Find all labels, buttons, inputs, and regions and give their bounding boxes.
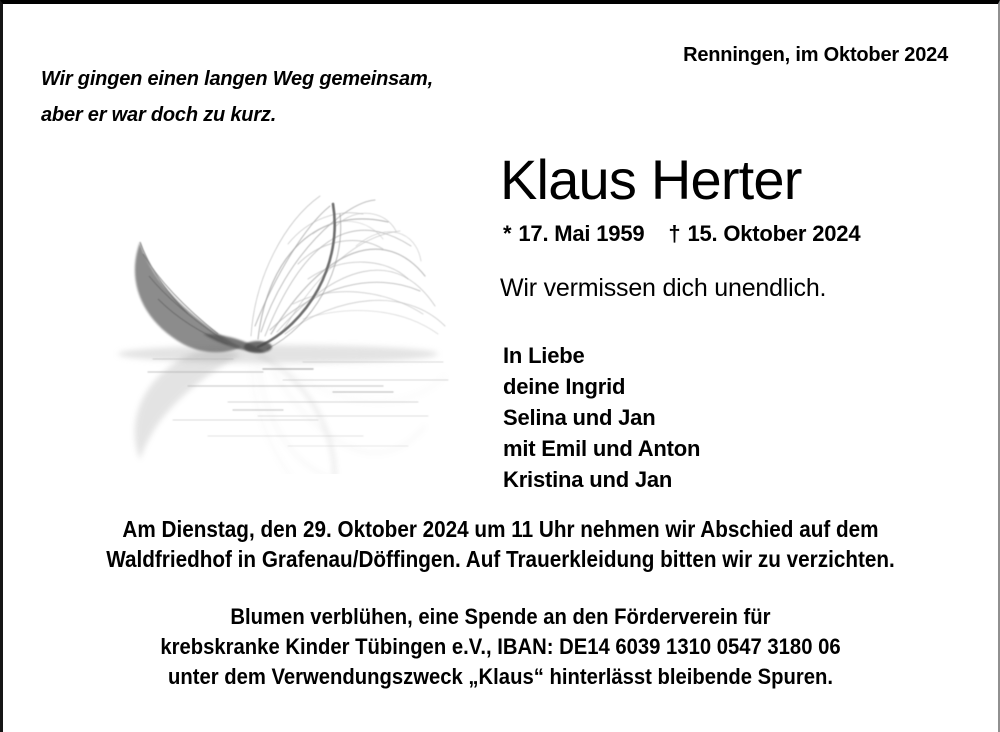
funeral-details — [53, 514, 949, 574]
family-line: Kristina und Jan — [503, 467, 673, 492]
family-line: mit Emil und Anton — [503, 436, 701, 461]
birth-date-group — [503, 221, 644, 246]
birth-symbol: * — [503, 221, 512, 246]
opening-quote — [41, 61, 433, 133]
donation-request-line: unter dem Verwendungszweck „Klaus“ hinterlässt bleibende Spuren. — [167, 664, 834, 689]
feather-illustration — [53, 184, 473, 474]
birth-date: 17. Mai 1959 — [518, 221, 645, 246]
farewell-message: Wir vermissen dich unendlich. — [500, 274, 827, 302]
family-line: Selina und Jan — [503, 405, 656, 430]
death-symbol: † — [668, 221, 681, 246]
deceased-name: Klaus Herter — [500, 148, 802, 211]
donation-request — [53, 602, 949, 692]
opening-quote-line: aber er war doch zu kurz. — [41, 104, 277, 126]
feather-image — [53, 184, 473, 474]
family-line: deine Ingrid — [503, 374, 626, 399]
death-date: 15. Oktober 2024 — [687, 221, 861, 246]
donation-request-line: Blumen verblühen, eine Spende an den Förderverein für — [230, 604, 771, 629]
family-line: In Liebe — [503, 343, 585, 368]
funeral-details-line: Am Dienstag, den 29. Oktober 2024 um 11 Uhr nehmen wir Abschied auf dem — [122, 516, 879, 542]
family-names — [503, 340, 700, 495]
death-date-group — [668, 221, 860, 246]
funeral-details-line: Waldfriedhof in Grafenau/Döffingen. Auf Trauerkleidung bitten wir zu verzichten. — [106, 546, 895, 572]
life-dates — [503, 221, 860, 247]
place-dateline: Renningen, im Oktober 2024 — [683, 44, 948, 66]
donation-request-line: krebskranke Kinder Tübingen e.V., IBAN: DE14 6039 1310 0547 3180 06 — [160, 634, 841, 659]
opening-quote-line: Wir gingen einen langen Weg gemeinsam, — [41, 68, 433, 90]
